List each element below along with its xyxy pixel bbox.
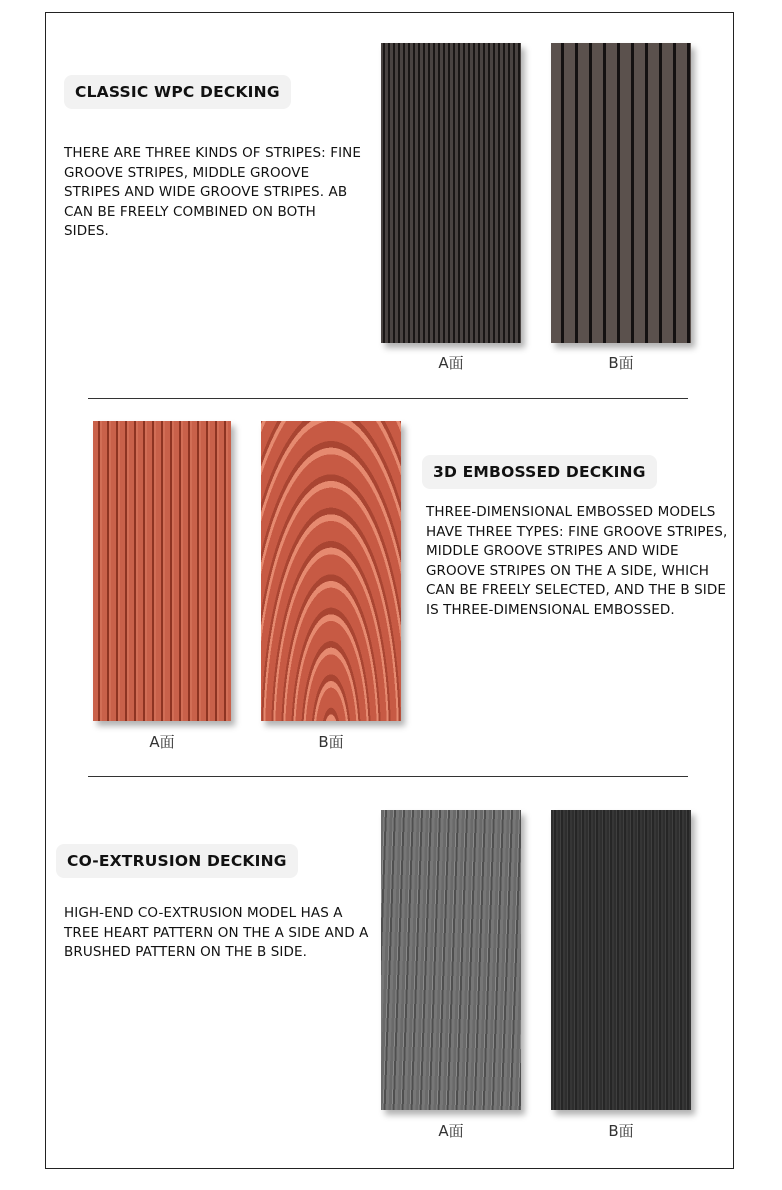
caption-a: A面 bbox=[149, 733, 175, 751]
caption-b: B面 bbox=[318, 733, 344, 751]
coextrusion-b-side-image bbox=[551, 810, 691, 1110]
divider bbox=[88, 776, 688, 777]
classic-b-side-image bbox=[551, 43, 691, 343]
caption-a: A面 bbox=[438, 354, 464, 372]
section-description-classic: THERE ARE THREE KINDS OF STRIPES: FINE GROOVE STRIPES, MIDDLE GROOVE STRIPES AND WIDE GROOVE STRIPES. AB CAN BE FREELY COMBINED ON BOTH SIDES. bbox=[64, 145, 361, 239]
divider bbox=[88, 398, 688, 399]
embossed-a-side-image bbox=[93, 421, 231, 721]
embossed-b-side-image bbox=[261, 421, 401, 721]
section-title-coextrusion: CO-EXTRUSION DECKING bbox=[56, 844, 298, 878]
section-title-embossed: 3D EMBOSSED DECKING bbox=[422, 455, 657, 489]
caption-b: B面 bbox=[608, 354, 634, 372]
section-description-coextrusion: HIGH-END CO-EXTRUSION MODEL HAS A TREE HEART PATTERN ON THE A SIDE AND A BRUSHED PATTERN ON THE B SIDE. bbox=[64, 905, 369, 960]
section-description-embossed: THREE-DIMENSIONAL EMBOSSED MODELS HAVE THREE TYPES: FINE GROOVE STRIPES, MIDDLE GROOVE STRIPES AND WIDE GROOVE STRIPES ON THE A SIDE, WHICH CAN BE FREELY SELECTED, AND THE B SIDE IS THREE-DIMENSIONAL EMBOSSED. bbox=[426, 504, 728, 618]
classic-a-side-image bbox=[381, 43, 521, 343]
section-title-classic: CLASSIC WPC DECKING bbox=[64, 75, 291, 109]
caption-b: B面 bbox=[608, 1122, 634, 1140]
coextrusion-a-side-image bbox=[381, 810, 521, 1110]
caption-a: A面 bbox=[438, 1122, 464, 1140]
